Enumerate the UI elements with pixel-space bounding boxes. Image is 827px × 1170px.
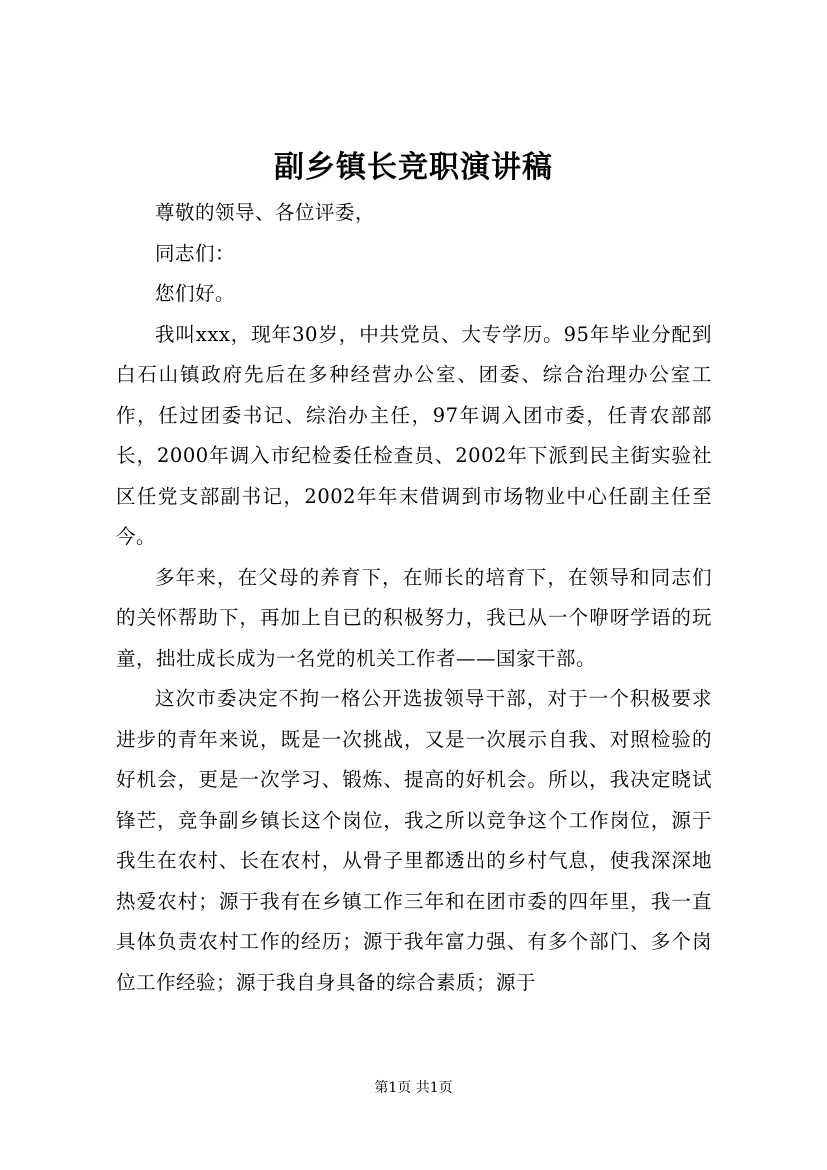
greeting-comrades: 同志们： bbox=[155, 241, 236, 265]
paragraph-motivation: 这次市委决定不拘一格公开选拔领导干部，对于一个积极要求进步的青年来说，既是一次挑战，又是一次展示自我、对照检验的好机会，更是一次学习、锻炼、提高的好机会。所以，我决定晓试锋芒，竞争副乡镇长这个岗位，我之所以竞争这个工作岗位，源于我生在农村、长在农村，从骨子里都透出的乡村气息，使我深深地热爱农村；源于我有在乡镇工作三年和在团市委的四年里，我一直具体负责农村工作的经历；源于我年富力强、有多个部门、多个岗位工作经验；源于我自身具备的综合素质；源于 bbox=[116, 687, 712, 994]
paragraph-self-introduction: 我叫xxx，现年30岁，中共党员、大专学历。95年毕业分配到白石山镇政府先后在多种经营办公室、团委、综合治理办公室工作，任过团委书记、综治办主任，97年调入团市委，任青农部部长，2000年调入市纪检委任检查员、2002年下派到民主街实验社区任党支部副书记，2002年年末借调到市场物业中心任副主任至今。 bbox=[116, 322, 712, 548]
greeting-hello: 您们好。 bbox=[155, 282, 236, 305]
document-body bbox=[116, 193, 712, 1003]
document-title: 副乡镇长竞职演讲稿 bbox=[274, 150, 553, 185]
paragraph-growth: 多年来，在父母的养育下，在师长的培育下，在领导和同志们的关怀帮助下，再加上自已的积极努力，我已从一个咿呀学语的玩童，拙壮成长成为一名党的机关工作者——国家干部。 bbox=[116, 565, 712, 670]
page-footer: 第1页 共1页 bbox=[374, 1080, 453, 1096]
salutation: 尊敬的领导、各位评委， bbox=[155, 201, 376, 224]
